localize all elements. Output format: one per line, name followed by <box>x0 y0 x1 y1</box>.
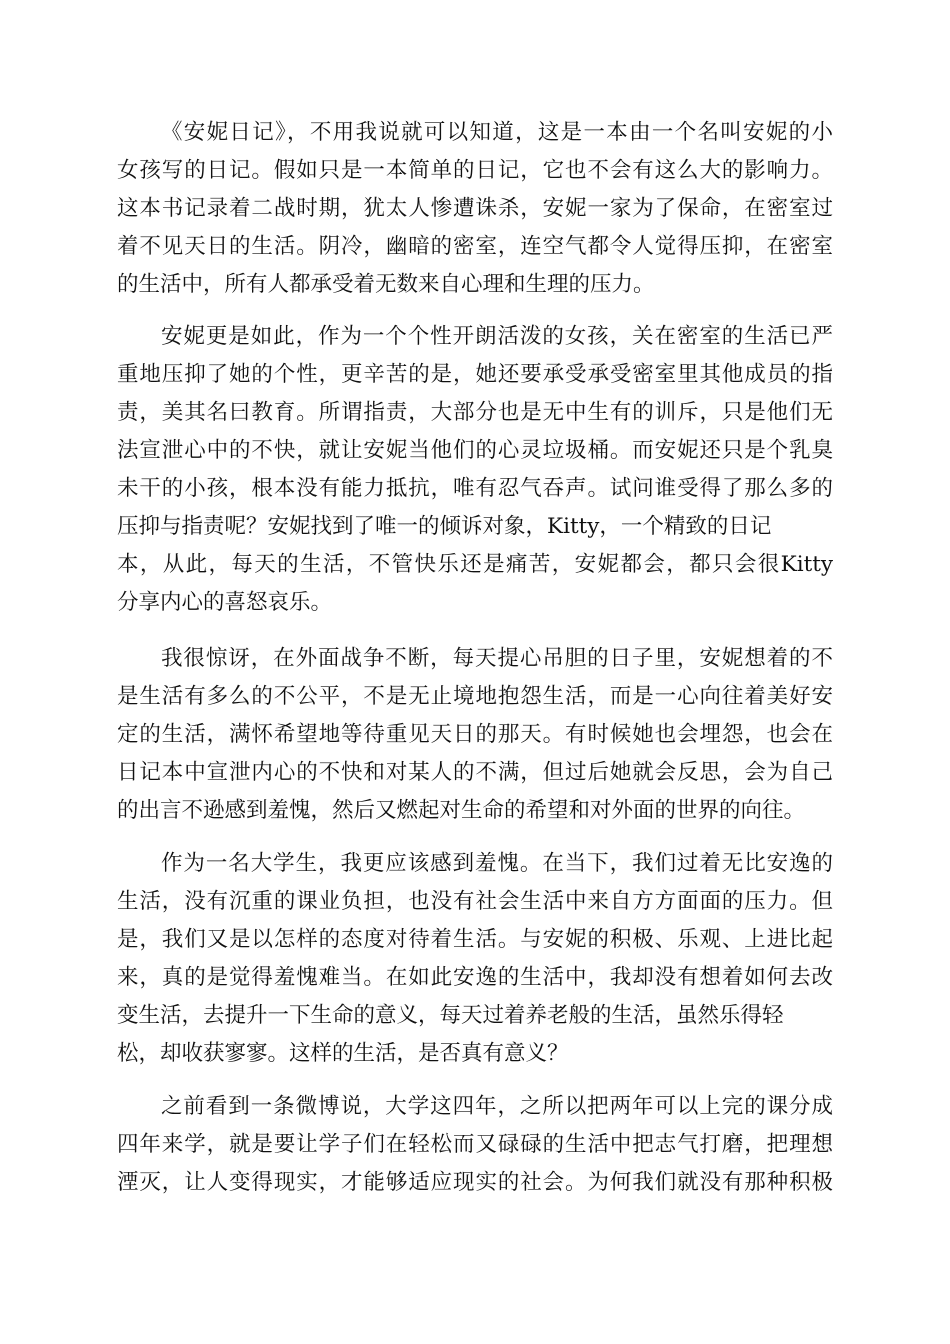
text-line: 分享内心的喜怒哀乐。 <box>117 590 333 615</box>
text-line: 《安妮日记》，不用我说就可以知道，这是一本由一个名叫安妮的小 <box>161 120 833 145</box>
text-line: 变生活，去提升一下生命的意义，每天过着养老般的生活，虽然乐得轻 <box>117 1003 784 1028</box>
text-line: 重地压抑了她的个性，更辛苦的是，她还要承受承受密室里其他成员的指 <box>117 362 833 387</box>
text-line: 这本书记录着二战时期，犹太人惨遭诛杀，安妮一家为了保命，在密室过 <box>117 196 833 221</box>
text-line: 我很惊讶，在外面战争不断，每天提心吊胆的日子里，安妮想着的不 <box>161 646 833 671</box>
paragraph-4 <box>117 845 833 1073</box>
text-line: 松，却收获寥寥。这样的生活，是否真有意义？ <box>117 1041 569 1066</box>
text-line: 湮灭，让人变得现实，才能够适应现实的社会。为何我们就没有那种积极 <box>117 1170 833 1195</box>
text-line: 是，我们又是以怎样的态度对待着生活。与安妮的积极、乐观、上进比起 <box>117 927 833 952</box>
text-line: 日记本中宣泄内心的不快和对某人的不满，但过后她就会反思，会为自己 <box>117 760 833 785</box>
text-line: 是生活有多么的不公平，不是无止境地抱怨生活，而是一心向往着美好安 <box>117 684 833 709</box>
text-line: 本，从此，每天的生活，不管快乐还是痛苦，安妮都会，都只会很Kitty <box>117 552 833 577</box>
text-line: 作为一名大学生，我更应该感到羞愧。在当下，我们过着无比安逸的 <box>161 851 833 876</box>
paragraph-3 <box>117 640 833 830</box>
paragraph-1 <box>117 114 833 304</box>
text-line: 的出言不逊感到羞愧，然后又燃起对生命的希望和对外面的世界的向往。 <box>117 798 806 823</box>
text-line: 四年来学，就是要让学子们在轻松而又碌碌的生活中把志气打磨，把理想 <box>117 1132 833 1157</box>
paragraph-2 <box>117 318 833 622</box>
text-line: 女孩写的日记。假如只是一本简单的日记，它也不会有这么大的影响力。 <box>117 158 833 183</box>
text-line: 着不见天日的生活。阴冷，幽暗的密室，连空气都令人觉得压抑，在密室 <box>117 234 833 259</box>
text-line: 未干的小孩，根本没有能力抵抗，唯有忍气吞声。试问谁受得了那么多的 <box>117 476 833 501</box>
text-line: 来，真的是觉得羞愧难当。在如此安逸的生活中，我却没有想着如何去改 <box>117 965 833 990</box>
text-line: 之前看到一条微博说，大学这四年，之所以把两年可以上完的课分成 <box>161 1094 833 1119</box>
text-line: 安妮更是如此，作为一个个性开朗活泼的女孩，关在密室的生活已严 <box>161 324 833 349</box>
text-line: 法宣泄心中的不快，就让安妮当他们的心灵垃圾桶。而安妮还只是个乳臭 <box>117 438 833 463</box>
paragraph-5 <box>117 1088 833 1202</box>
text-line: 责，美其名曰教育。所谓指责，大部分也是无中生有的训斥，只是他们无 <box>117 400 833 425</box>
text-line: 的生活中，所有人都承受着无数来自心理和生理的压力。 <box>117 272 655 297</box>
text-line: 定的生活，满怀希望地等待重见天日的那天。有时候她也会埋怨，也会在 <box>117 722 833 747</box>
text-line: 压抑与指责呢？安妮找到了唯一的倾诉对象，Kitty，一个精致的日记 <box>117 514 772 539</box>
text-line: 生活，没有沉重的课业负担，也没有社会生活中来自方方面面的压力。但 <box>117 889 833 914</box>
